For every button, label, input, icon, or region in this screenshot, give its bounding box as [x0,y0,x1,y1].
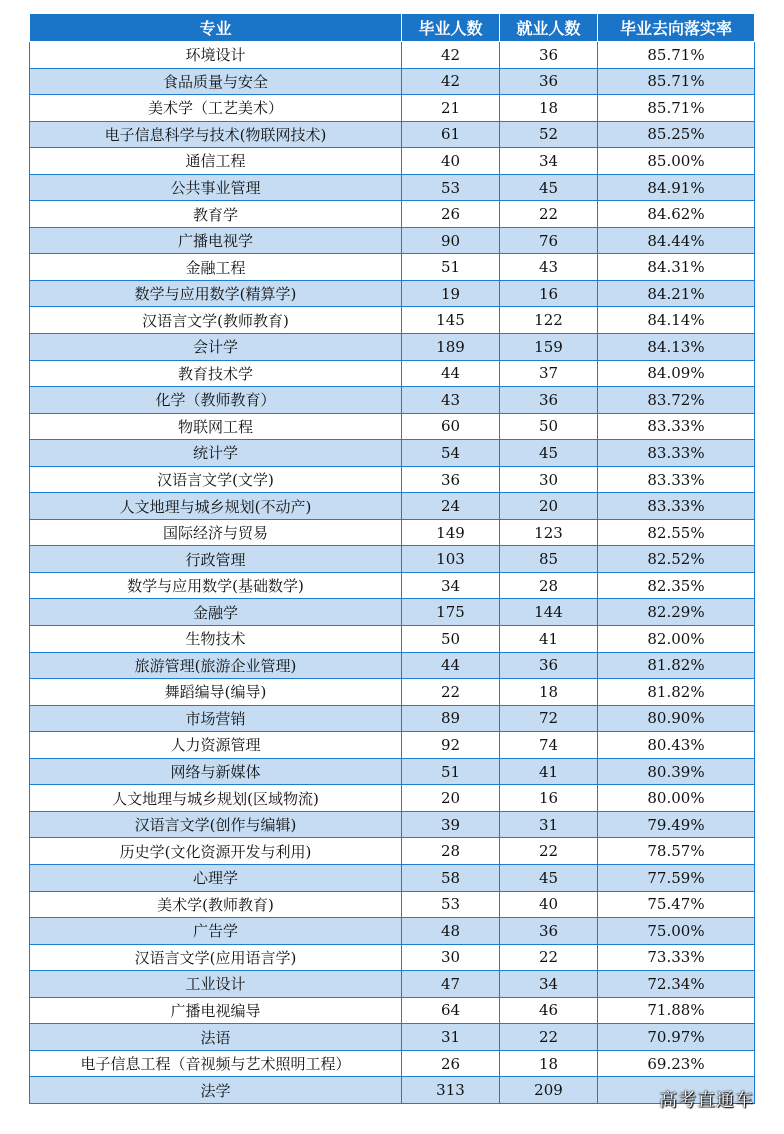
cell-placement-rate: 78.57% [598,838,755,865]
watermark-text: 高考直通车 [659,1090,754,1111]
cell-employed: 28 [500,572,598,599]
cell-major: 金融学 [30,599,402,626]
cell-employed: 43 [500,254,598,281]
cell-major: 物联网工程 [30,413,402,440]
cell-major: 广播电视学 [30,227,402,254]
cell-employed: 37 [500,360,598,387]
cell-major: 电子信息工程（音视频与艺术照明工程） [30,1050,402,1077]
cell-employed: 36 [500,652,598,679]
table-row [30,360,755,387]
cell-placement-rate: 84.44% [598,227,755,254]
cell-placement-rate: 83.33% [598,493,755,520]
cell-employed: 20 [500,493,598,520]
cell-placement-rate: 82.52% [598,546,755,573]
cell-major: 食品质量与安全 [30,68,402,95]
cell-major: 行政管理 [30,546,402,573]
cell-graduates: 48 [402,918,500,945]
cell-graduates: 44 [402,652,500,679]
employment-rate-table [29,13,755,1104]
cell-employed: 36 [500,387,598,414]
cell-employed: 76 [500,227,598,254]
cell-employed: 46 [500,997,598,1024]
cell-graduates: 30 [402,944,500,971]
cell-major: 人力资源管理 [30,732,402,759]
table-row [30,811,755,838]
cell-graduates: 60 [402,413,500,440]
cell-employed: 41 [500,758,598,785]
cell-major: 电子信息科学与技术(物联网技术) [30,121,402,148]
cell-placement-rate: 84.13% [598,334,755,361]
cell-major: 数学与应用数学(精算学) [30,280,402,307]
cell-graduates: 58 [402,864,500,891]
cell-employed: 18 [500,1050,598,1077]
table-row [30,599,755,626]
table-row [30,785,755,812]
table-row [30,440,755,467]
cell-graduates: 36 [402,466,500,493]
cell-graduates: 24 [402,493,500,520]
cell-employed: 31 [500,811,598,838]
cell-employed: 22 [500,1024,598,1051]
cell-placement-rate: 83.33% [598,413,755,440]
cell-employed: 74 [500,732,598,759]
cell-employed: 144 [500,599,598,626]
table-row [30,254,755,281]
cell-placement-rate: 84.62% [598,201,755,228]
cell-employed: 16 [500,280,598,307]
table-row [30,174,755,201]
cell-major: 人文地理与城乡规划(不动产) [30,493,402,520]
table-row [30,307,755,334]
cell-placement-rate: 75.47% [598,891,755,918]
cell-placement-rate: 81.82% [598,679,755,706]
header-graduates: 毕业人数 [402,14,500,42]
cell-employed: 36 [500,918,598,945]
cell-graduates: 42 [402,68,500,95]
cell-placement-rate: 85.71% [598,68,755,95]
cell-major: 通信工程 [30,148,402,175]
cell-placement-rate: 84.31% [598,254,755,281]
table-row [30,732,755,759]
cell-graduates: 40 [402,148,500,175]
table-row [30,1077,755,1104]
cell-major: 化学（教师教育） [30,387,402,414]
cell-graduates: 34 [402,572,500,599]
cell-major: 金融工程 [30,254,402,281]
cell-major: 统计学 [30,440,402,467]
cell-graduates: 31 [402,1024,500,1051]
cell-employed: 36 [500,42,598,69]
table-row [30,705,755,732]
cell-graduates: 90 [402,227,500,254]
cell-major: 国际经济与贸易 [30,519,402,546]
table-row [30,413,755,440]
table-row [30,493,755,520]
table-row [30,95,755,122]
table-body [30,42,755,1104]
cell-employed: 45 [500,174,598,201]
cell-major: 汉语言文学(创作与编辑) [30,811,402,838]
cell-placement-rate: 83.33% [598,440,755,467]
cell-major: 生物技术 [30,626,402,653]
cell-employed: 22 [500,838,598,865]
table-row [30,387,755,414]
header-major: 专业 [30,14,402,42]
cell-placement-rate: 82.55% [598,519,755,546]
cell-major: 旅游管理(旅游企业管理) [30,652,402,679]
cell-employed: 72 [500,705,598,732]
cell-major: 历史学(文化资源开发与利用) [30,838,402,865]
cell-graduates: 61 [402,121,500,148]
table-row [30,68,755,95]
table-row [30,519,755,546]
table-row [30,201,755,228]
table-row [30,280,755,307]
table-row [30,679,755,706]
table-row [30,227,755,254]
cell-placement-rate: 80.90% [598,705,755,732]
cell-graduates: 53 [402,891,500,918]
cell-employed: 45 [500,864,598,891]
cell-placement-rate: 82.35% [598,572,755,599]
cell-placement-rate: 81.82% [598,652,755,679]
table-row [30,758,755,785]
cell-graduates: 43 [402,387,500,414]
cell-employed: 123 [500,519,598,546]
table-row [30,652,755,679]
cell-graduates: 51 [402,758,500,785]
cell-employed: 30 [500,466,598,493]
cell-graduates: 53 [402,174,500,201]
cell-major: 汉语言文学(文学) [30,466,402,493]
cell-major: 会计学 [30,334,402,361]
cell-placement-rate: 69.23% [598,1050,755,1077]
cell-placement-rate: 80.00% [598,785,755,812]
cell-graduates: 50 [402,626,500,653]
cell-major: 人文地理与城乡规划(区域物流) [30,785,402,812]
cell-graduates: 145 [402,307,500,334]
cell-graduates: 103 [402,546,500,573]
cell-major: 美术学（工艺美术） [30,95,402,122]
table-row [30,944,755,971]
cell-placement-rate: 83.72% [598,387,755,414]
cell-major: 工业设计 [30,971,402,998]
cell-graduates: 26 [402,1050,500,1077]
cell-placement-rate: 84.09% [598,360,755,387]
cell-major: 广告学 [30,918,402,945]
cell-employed: 34 [500,148,598,175]
cell-employed: 16 [500,785,598,812]
cell-graduates: 19 [402,280,500,307]
table-row [30,546,755,573]
cell-placement-rate: 80.43% [598,732,755,759]
cell-graduates: 22 [402,679,500,706]
cell-major: 数学与应用数学(基础数学) [30,572,402,599]
cell-placement-rate: 85.71% [598,42,755,69]
cell-major: 舞蹈编导(编导) [30,679,402,706]
cell-employed: 41 [500,626,598,653]
cell-placement-rate: 82.00% [598,626,755,653]
cell-employed: 122 [500,307,598,334]
cell-graduates: 39 [402,811,500,838]
cell-major: 美术学(教师教育) [30,891,402,918]
table-row [30,864,755,891]
cell-major: 法语 [30,1024,402,1051]
cell-placement-rate: 84.14% [598,307,755,334]
table-row [30,1024,755,1051]
cell-placement-rate: 75.00% [598,918,755,945]
table-header-row [30,14,755,42]
cell-placement-rate: 80.39% [598,758,755,785]
cell-graduates: 44 [402,360,500,387]
cell-employed: 40 [500,891,598,918]
cell-employed: 36 [500,68,598,95]
cell-placement-rate: 73.33% [598,944,755,971]
table-row [30,334,755,361]
table-row [30,42,755,69]
cell-employed: 45 [500,440,598,467]
header-placement-rate: 毕业去向落实率 [598,14,755,42]
cell-placement-rate: 70.97% [598,1024,755,1051]
cell-graduates: 313 [402,1077,500,1104]
cell-employed: 52 [500,121,598,148]
cell-major: 网络与新媒体 [30,758,402,785]
table-row [30,466,755,493]
cell-major: 广播电视编导 [30,997,402,1024]
cell-major: 教育技术学 [30,360,402,387]
cell-placement-rate: 85.25% [598,121,755,148]
cell-graduates: 54 [402,440,500,467]
cell-placement-rate: 85.00% [598,148,755,175]
cell-employed: 159 [500,334,598,361]
cell-graduates: 175 [402,599,500,626]
cell-graduates: 26 [402,201,500,228]
table-row [30,971,755,998]
cell-placement-rate: 77.59% [598,864,755,891]
cell-major: 教育学 [30,201,402,228]
cell-graduates: 28 [402,838,500,865]
cell-major: 心理学 [30,864,402,891]
cell-employed: 18 [500,95,598,122]
cell-employed: 50 [500,413,598,440]
cell-major: 环境设计 [30,42,402,69]
cell-placement-rate: 71.88% [598,997,755,1024]
cell-major: 法学 [30,1077,402,1104]
cell-placement-rate: 79.49% [598,811,755,838]
cell-graduates: 42 [402,42,500,69]
cell-employed: 85 [500,546,598,573]
table-row [30,626,755,653]
cell-graduates: 47 [402,971,500,998]
cell-employed: 22 [500,201,598,228]
cell-placement-rate: 84.21% [598,280,755,307]
cell-placement-rate: 85.71% [598,95,755,122]
cell-graduates: 64 [402,997,500,1024]
cell-graduates: 20 [402,785,500,812]
cell-major: 汉语言文学(应用语言学) [30,944,402,971]
cell-major: 市场营销 [30,705,402,732]
table-row [30,891,755,918]
table-row [30,572,755,599]
cell-placement-rate: 84.91% [598,174,755,201]
cell-employed: 22 [500,944,598,971]
table-row [30,148,755,175]
table-row [30,918,755,945]
cell-graduates: 89 [402,705,500,732]
table-row [30,838,755,865]
table-row [30,121,755,148]
cell-employed: 18 [500,679,598,706]
table-row [30,997,755,1024]
cell-placement-rate: 72.34% [598,971,755,998]
cell-graduates: 149 [402,519,500,546]
cell-employed: 209 [500,1077,598,1104]
cell-graduates: 189 [402,334,500,361]
cell-placement-rate: 82.29% [598,599,755,626]
cell-major: 汉语言文学(教师教育) [30,307,402,334]
cell-graduates: 21 [402,95,500,122]
cell-graduates: 92 [402,732,500,759]
table-row [30,1050,755,1077]
cell-major: 公共事业管理 [30,174,402,201]
cell-placement-rate: 83.33% [598,466,755,493]
header-employed: 就业人数 [500,14,598,42]
cell-employed: 34 [500,971,598,998]
cell-graduates: 51 [402,254,500,281]
